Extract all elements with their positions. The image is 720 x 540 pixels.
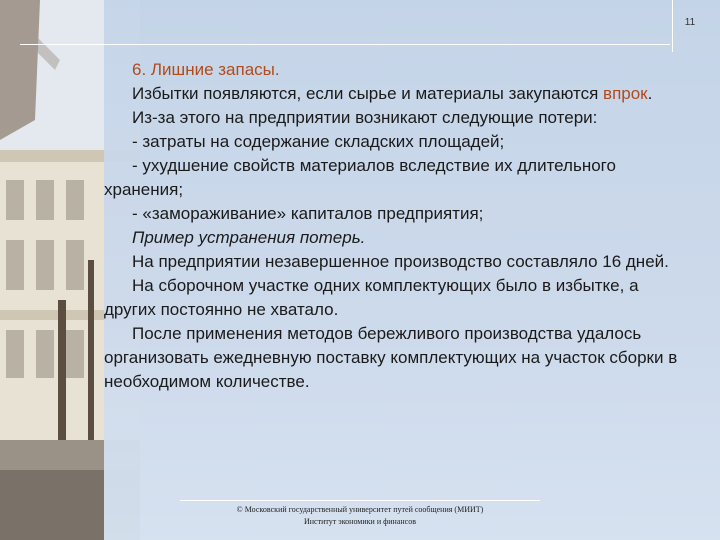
bullet-frozen-capital: - «замораживание» капиталов предприятия; [132, 204, 484, 223]
footer-institute: Институт экономики и финансов [303, 517, 416, 526]
footer [180, 504, 540, 528]
footer-copyright: © Московский государственный университет путей сообщения (МИИТ) [236, 505, 484, 514]
bullet-storage-costs: - затраты на содержание складских площадей; [132, 132, 505, 151]
paragraph-losses: Из-за этого на предприятии возникают следующие потери: [132, 108, 598, 127]
slide-body [104, 58, 694, 394]
paragraph-assembly: На сборочном участке одних комплектующих было в избытке, а других постоянно не хватало. [104, 276, 639, 319]
footer-divider [180, 500, 540, 501]
paragraph-lean-result: После применения методов бережливого производства удалось организовать ежедневную поставку комплектующих на участок сборки в необходимом количестве. [104, 324, 678, 391]
paragraph-surplus-accent: впрок [603, 84, 648, 103]
paragraph-surplus-text: Избытки появляются, если сырье и материалы закупаются [132, 84, 604, 103]
paragraph-surplus [104, 82, 694, 106]
paragraph-surplus-end: . [647, 84, 653, 103]
example-heading: Пример устранения потерь. [132, 228, 366, 247]
section-heading: 6. Лишние запасы. [132, 60, 280, 79]
paragraph-wip: На предприятии незавершенное производство составляло 16 дней. [132, 252, 669, 271]
header-divider-horizontal [20, 44, 670, 45]
slide-number: 11 [684, 17, 696, 28]
bullet-material-degradation: - ухудшение свойств материалов вследствие их длительного хранения; [104, 156, 616, 199]
header-divider-vertical [672, 0, 673, 52]
